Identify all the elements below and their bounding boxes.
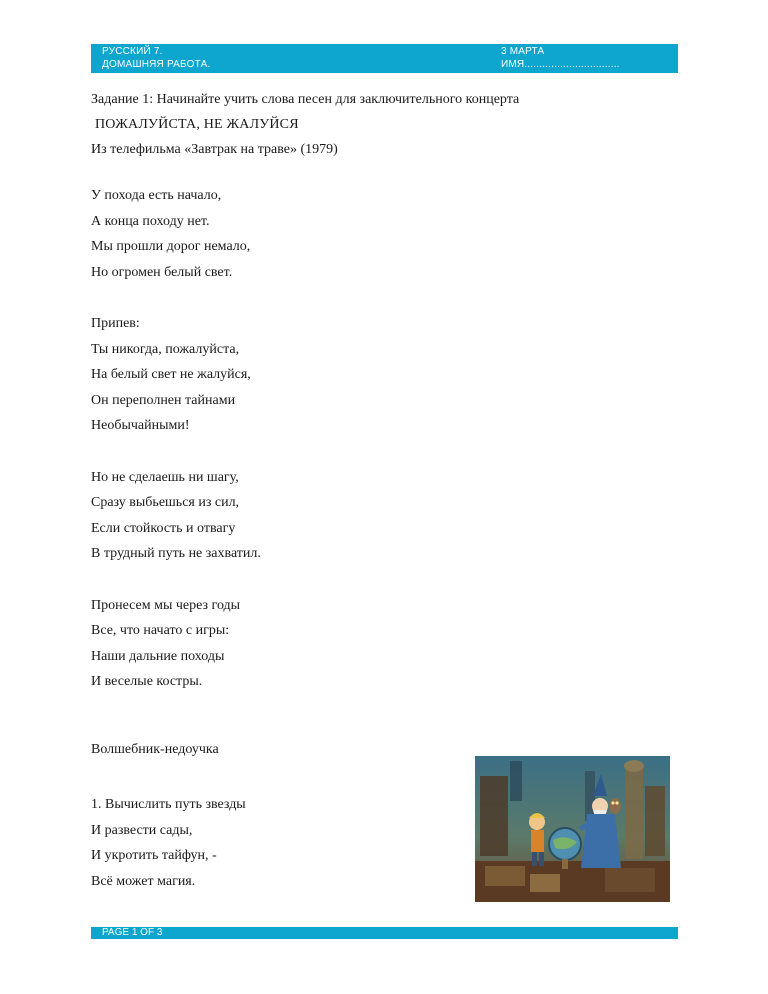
stanza-1 <box>91 186 678 288</box>
header-left <box>102 45 210 71</box>
song-one-section <box>91 90 678 698</box>
verse-line: Если стойкость и отвагу <box>91 520 236 536</box>
verse-line: Все, что начато с игры: <box>91 623 230 638</box>
header-bar <box>91 44 678 73</box>
verse-line: У похода есть начало, <box>91 188 222 203</box>
verse-line: И укротить тайфун, - <box>91 848 217 863</box>
header-homework-label: ДОМАШНЯЯ РАБОТА. <box>102 59 211 70</box>
verse-line: И веселые костры. <box>91 674 203 689</box>
verse-line: На белый свет не жалуйся, <box>91 367 251 382</box>
verse-line: Ты никогда, пожалуйста, <box>91 341 240 357</box>
verse-line: Всё может магия. <box>91 873 196 889</box>
verse-line: А конца походу нет. <box>91 213 210 229</box>
verse-line: Сразу выбьешься из сил, <box>91 495 240 510</box>
chorus-label: Припев: <box>91 316 140 331</box>
verse-line: Необычайными! <box>91 418 190 433</box>
stanza-2 <box>91 468 678 570</box>
header-subject: РУССКИЙ 7. <box>102 46 163 57</box>
verse-line: Он переполнен тайнами <box>91 392 236 408</box>
task-instruction: Задание 1: Начинайте учить слова песен для заключительного концерта <box>91 92 520 107</box>
song-source: Из телефильма «Завтрак на траве» (1979) <box>91 142 338 157</box>
song-title: ПОЖАЛУЙСТА, НЕ ЖАЛУЙСЯ <box>95 117 299 132</box>
verse-line: В трудный путь не захватил. <box>91 546 261 561</box>
verse-line: Пронесем мы через годы <box>91 597 241 613</box>
stanza-3 <box>91 596 678 698</box>
verse-line: Мы прошли дорог немало, <box>91 239 251 254</box>
header-date: 3 МАРТА <box>501 46 545 57</box>
page-indicator: PAGE 1 OF 3 <box>102 927 163 938</box>
verse-line: И развести сады, <box>91 822 193 838</box>
verse-line: Но огромен белый свет. <box>91 264 233 280</box>
song-two-section <box>91 795 246 897</box>
stanza-chorus <box>91 314 678 442</box>
verse-line: Но не сделаешь ни шагу, <box>91 469 239 485</box>
header-right <box>501 45 620 71</box>
cartoon-illustration <box>475 756 670 902</box>
header-name-field: ИМЯ................................ <box>501 59 620 70</box>
verse-line: 1. Вычислить путь звезды <box>91 797 246 812</box>
footer-bar <box>91 927 678 939</box>
song-two-title: Волшебник-недоучка <box>91 742 219 757</box>
verse-line: Наши дальние походы <box>91 648 225 664</box>
